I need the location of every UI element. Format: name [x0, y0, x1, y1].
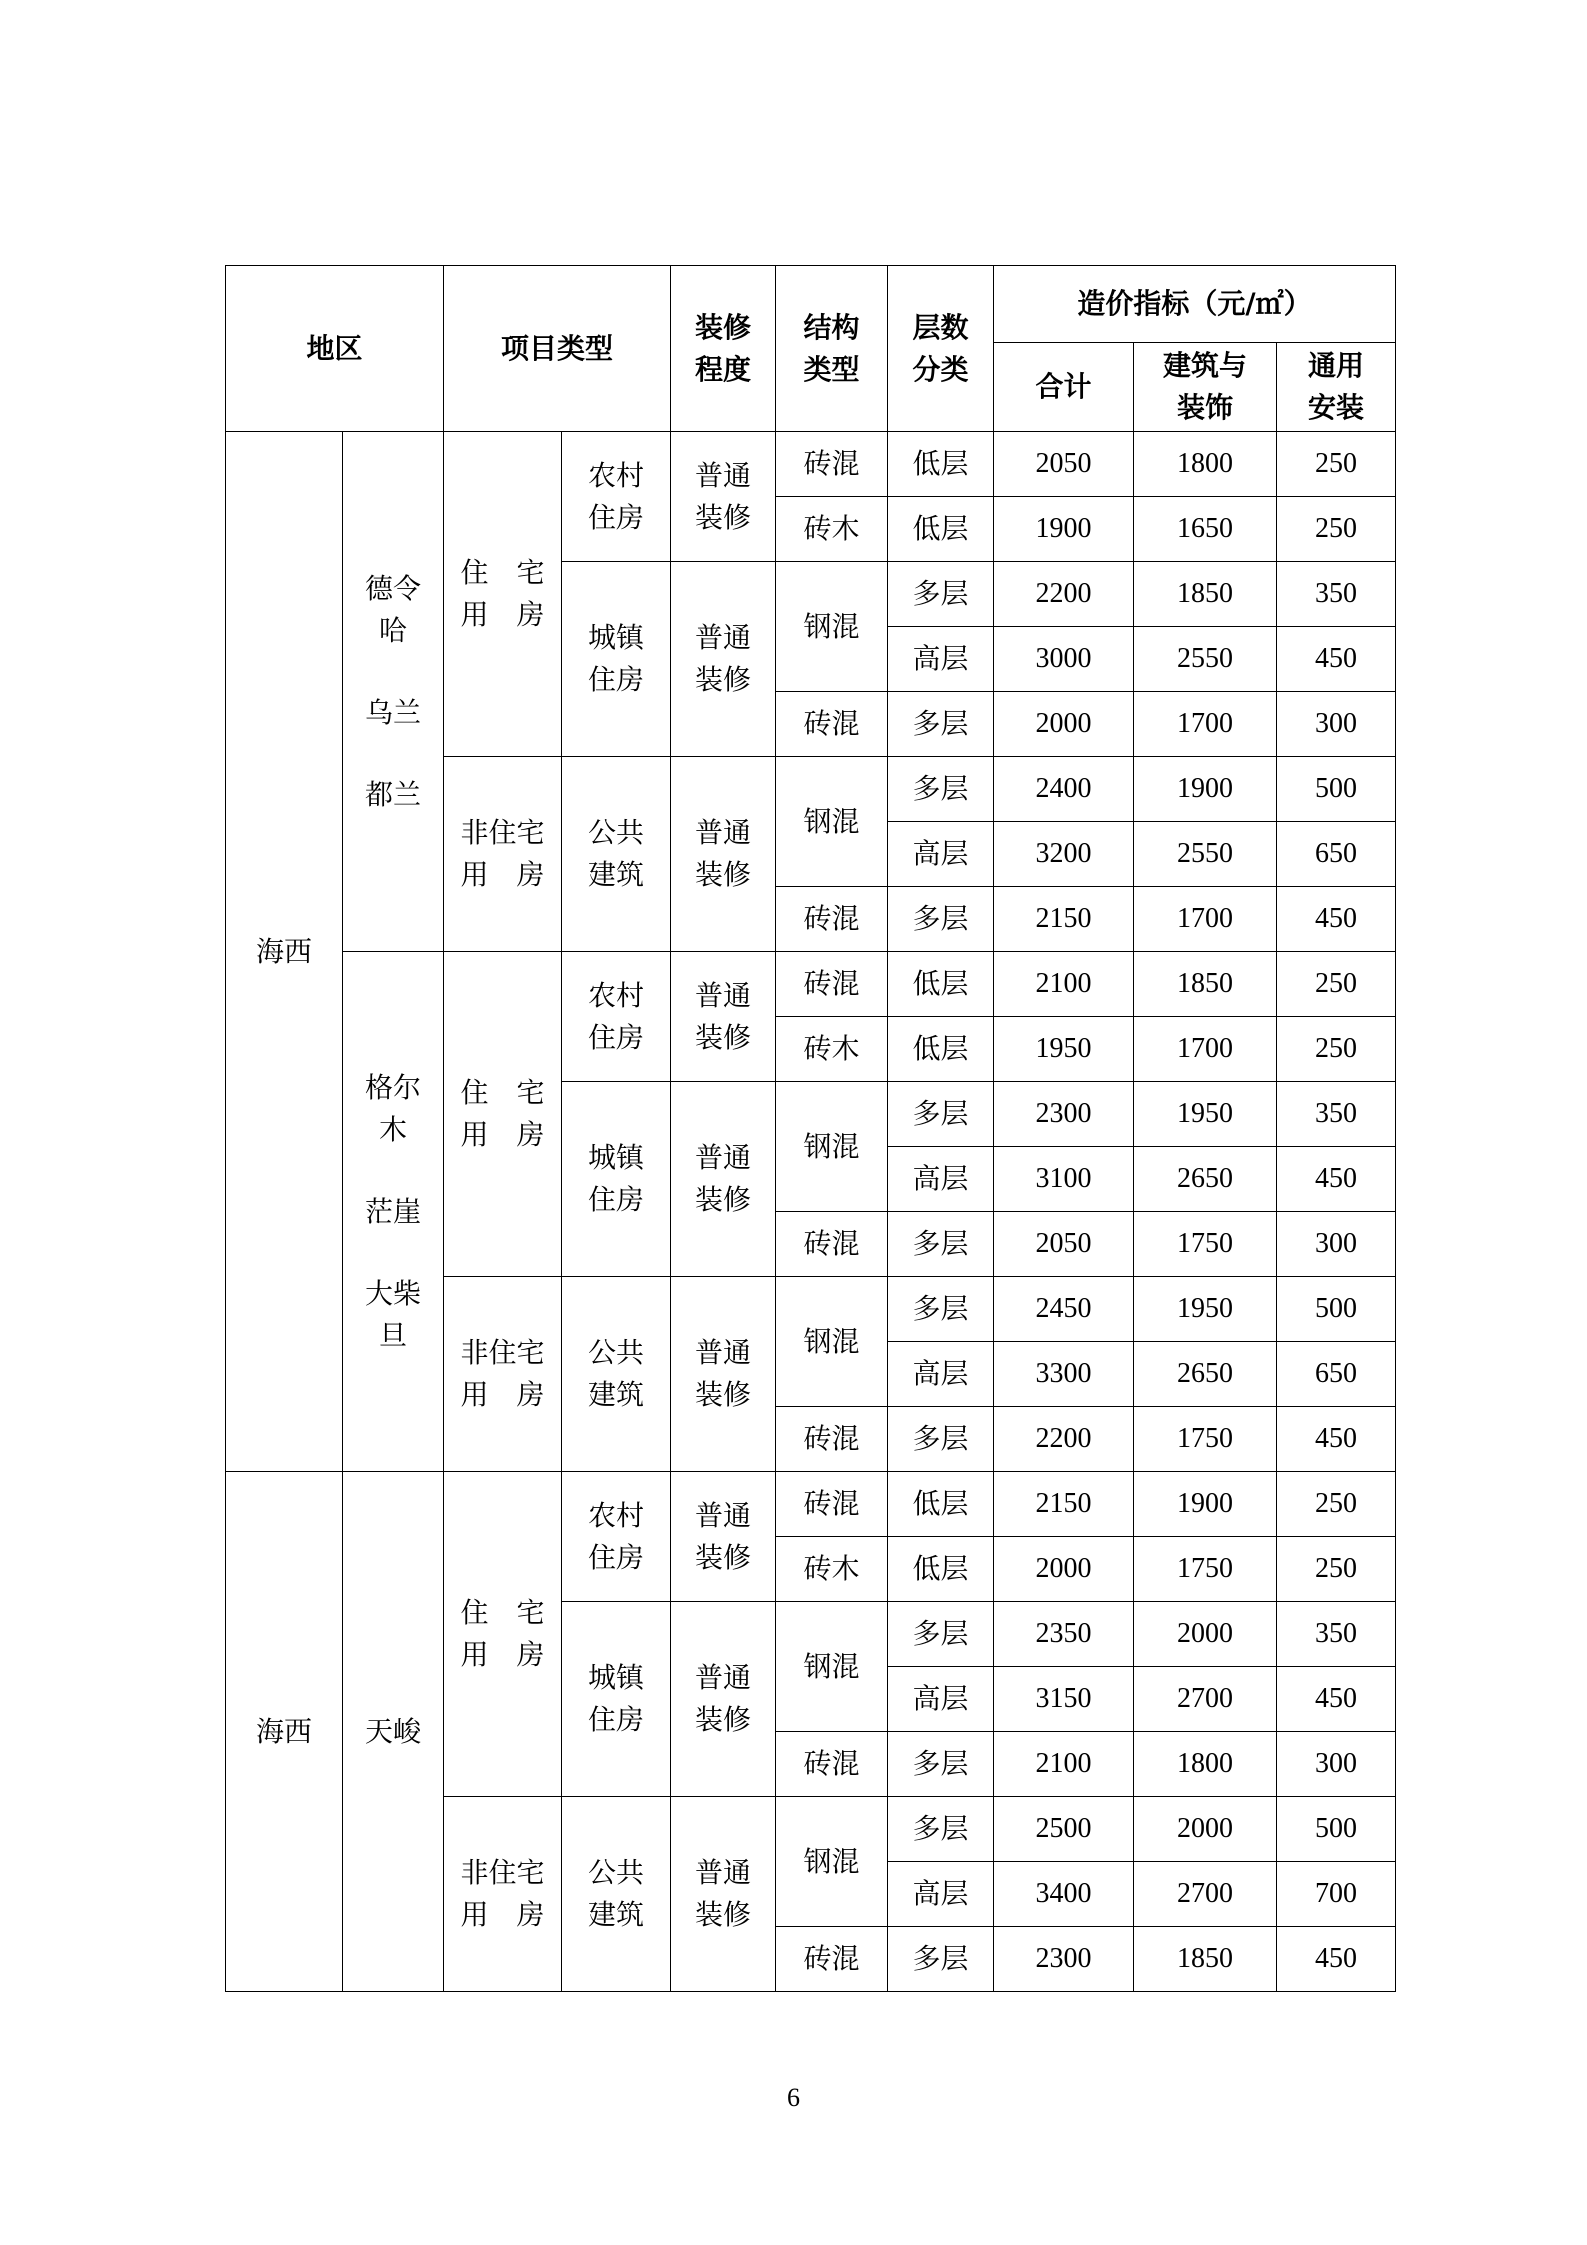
install-cell: 300 [1277, 1732, 1396, 1797]
structure-cell: 砖木 [776, 1537, 888, 1602]
table-row [226, 432, 1396, 497]
decoration-cell [671, 562, 776, 757]
subtype-cell [562, 1082, 671, 1277]
install-cell: 250 [1277, 497, 1396, 562]
subtype-cell [562, 562, 671, 757]
table-body [226, 266, 1396, 1992]
floor-cell: 多层 [888, 1732, 994, 1797]
total-cell: 3200 [994, 822, 1134, 887]
floor-cell: 多层 [888, 757, 994, 822]
header-total: 合计 [994, 343, 1134, 432]
subtype-cell [562, 1277, 671, 1472]
decoration-cell [671, 1602, 776, 1797]
subtype-label: 公共 建筑 [588, 816, 645, 891]
decoration-label: 普通 装修 [695, 1141, 752, 1216]
decoration-cell [671, 757, 776, 952]
page-number: 6 [787, 2083, 800, 2112]
floor-cell: 高层 [888, 1667, 994, 1732]
category-cell [444, 1797, 562, 1992]
subtype-label: 城镇 住房 [588, 1141, 645, 1216]
total-cell: 3300 [994, 1342, 1134, 1407]
total-cell: 2200 [994, 562, 1134, 627]
region-cell: 海西 [226, 1472, 343, 1992]
total-cell: 2300 [994, 1927, 1134, 1992]
total-cell: 2350 [994, 1602, 1134, 1667]
floor-cell: 多层 [888, 887, 994, 952]
total-cell: 2000 [994, 692, 1134, 757]
subtype-cell [562, 1602, 671, 1797]
region-cell: 海西 [226, 432, 343, 1472]
build-cell: 1850 [1134, 562, 1277, 627]
category-cell [444, 432, 562, 757]
category-cell [444, 1277, 562, 1472]
structure-cell: 砖混 [776, 887, 888, 952]
build-cell: 2550 [1134, 627, 1277, 692]
floor-cell: 多层 [888, 1212, 994, 1277]
total-cell: 2400 [994, 757, 1134, 822]
total-cell: 3000 [994, 627, 1134, 692]
floor-cell: 低层 [888, 952, 994, 1017]
build-cell: 2650 [1134, 1342, 1277, 1407]
build-cell: 2000 [1134, 1797, 1277, 1862]
subtype-label: 农村 住房 [588, 458, 645, 534]
category-label: 住 宅 用 房 [460, 556, 545, 631]
floor-cell: 低层 [888, 1537, 994, 1602]
subtype-cell [562, 757, 671, 952]
install-cell: 500 [1277, 1797, 1396, 1862]
structure-cell: 砖混 [776, 1407, 888, 1472]
subtype-label: 公共 建筑 [588, 1856, 645, 1931]
decoration-cell [671, 432, 776, 562]
build-cell: 1650 [1134, 497, 1277, 562]
subtype-cell [562, 432, 671, 562]
floor-cell: 高层 [888, 822, 994, 887]
decoration-cell [671, 1472, 776, 1602]
subarea-cell [343, 432, 444, 952]
floor-cell: 低层 [888, 1017, 994, 1082]
install-cell: 250 [1277, 952, 1396, 1017]
total-cell: 2150 [994, 1472, 1134, 1537]
install-cell: 450 [1277, 887, 1396, 952]
decoration-cell [671, 952, 776, 1082]
structure-cell: 砖混 [776, 1472, 888, 1537]
structure-cell: 砖木 [776, 497, 888, 562]
install-cell: 700 [1277, 1862, 1396, 1927]
build-cell: 1800 [1134, 432, 1277, 497]
category-cell [444, 1472, 562, 1797]
structure-cell: 钢混 [776, 1797, 888, 1927]
total-cell: 1900 [994, 497, 1134, 562]
category-label: 非住宅 用 房 [460, 816, 545, 891]
install-cell: 450 [1277, 1407, 1396, 1472]
total-cell: 2000 [994, 1537, 1134, 1602]
subtype-label: 城镇 住房 [588, 1661, 645, 1736]
decoration-label: 普通 装修 [695, 621, 752, 696]
total-cell: 2200 [994, 1407, 1134, 1472]
subtype-label: 农村 住房 [588, 978, 645, 1054]
header-structure-type: 结构 类型 [776, 266, 888, 432]
build-cell: 1700 [1134, 692, 1277, 757]
build-cell: 1750 [1134, 1537, 1277, 1602]
build-cell: 2700 [1134, 1667, 1277, 1732]
decoration-cell [671, 1797, 776, 1992]
floor-cell: 高层 [888, 1342, 994, 1407]
structure-cell: 砖混 [776, 1732, 888, 1797]
table-row [226, 1472, 1396, 1537]
structure-cell: 钢混 [776, 1602, 888, 1732]
subarea-cell [343, 952, 444, 1472]
total-cell: 3100 [994, 1147, 1134, 1212]
structure-cell: 钢混 [776, 1082, 888, 1212]
subtype-label: 城镇 住房 [588, 621, 645, 696]
decoration-cell [671, 1277, 776, 1472]
subtype-cell [562, 1472, 671, 1602]
decoration-label: 普通 装修 [695, 1856, 752, 1931]
build-cell: 2650 [1134, 1147, 1277, 1212]
subtype-label: 公共 建筑 [588, 1336, 645, 1411]
install-cell: 650 [1277, 1342, 1396, 1407]
category-cell [444, 952, 562, 1277]
install-cell: 350 [1277, 1602, 1396, 1667]
floor-cell: 多层 [888, 1407, 994, 1472]
subarea-cell [343, 1472, 444, 1992]
subarea-names: 天峻 [365, 1714, 422, 1748]
structure-cell: 钢混 [776, 757, 888, 887]
install-cell: 650 [1277, 822, 1396, 887]
structure-cell: 钢混 [776, 1277, 888, 1407]
structure-cell: 砖混 [776, 432, 888, 497]
total-cell: 2100 [994, 952, 1134, 1017]
header-cost-index: 造价指标（元/㎡） [994, 266, 1396, 343]
decoration-label: 普通 装修 [695, 978, 752, 1054]
subtype-label: 农村 住房 [588, 1498, 645, 1574]
build-cell: 1900 [1134, 757, 1277, 822]
header-project-type: 项目类型 [444, 266, 671, 432]
subarea-names: 格尔 木 茫崖 大柴 旦 [365, 1070, 422, 1352]
subtype-cell [562, 1797, 671, 1992]
build-cell: 1700 [1134, 887, 1277, 952]
total-cell: 2150 [994, 887, 1134, 952]
header-row-1 [226, 266, 1396, 343]
install-cell: 450 [1277, 627, 1396, 692]
category-label: 非住宅 用 房 [460, 1856, 545, 1931]
structure-cell: 砖混 [776, 952, 888, 1017]
build-cell: 1950 [1134, 1082, 1277, 1147]
total-cell: 2500 [994, 1797, 1134, 1862]
structure-cell: 砖混 [776, 692, 888, 757]
build-cell: 1800 [1134, 1732, 1277, 1797]
install-cell: 450 [1277, 1667, 1396, 1732]
floor-cell: 多层 [888, 1082, 994, 1147]
total-cell: 2100 [994, 1732, 1134, 1797]
subarea-names: 德令 哈 乌兰 都兰 [365, 571, 422, 811]
total-cell: 2050 [994, 432, 1134, 497]
table-row [226, 952, 1396, 1017]
total-cell: 2450 [994, 1277, 1134, 1342]
install-cell: 500 [1277, 1277, 1396, 1342]
install-cell: 300 [1277, 1212, 1396, 1277]
structure-cell: 钢混 [776, 562, 888, 692]
install-cell: 250 [1277, 1537, 1396, 1602]
build-cell: 1750 [1134, 1212, 1277, 1277]
floor-cell: 低层 [888, 432, 994, 497]
decoration-label: 普通 装修 [695, 816, 752, 891]
header-building-decoration: 建筑与 装饰 [1134, 343, 1277, 432]
total-cell: 1950 [994, 1017, 1134, 1082]
install-cell: 450 [1277, 1147, 1396, 1212]
floor-cell: 多层 [888, 1797, 994, 1862]
build-cell: 2700 [1134, 1862, 1277, 1927]
floor-cell: 多层 [888, 692, 994, 757]
structure-cell: 砖混 [776, 1212, 888, 1277]
build-cell: 1850 [1134, 1927, 1277, 1992]
build-cell: 1700 [1134, 1017, 1277, 1082]
total-cell: 3400 [994, 1862, 1134, 1927]
floor-cell: 高层 [888, 1862, 994, 1927]
subtype-cell [562, 952, 671, 1082]
decoration-cell [671, 1082, 776, 1277]
floor-cell: 多层 [888, 1602, 994, 1667]
total-cell: 3150 [994, 1667, 1134, 1732]
install-cell: 500 [1277, 757, 1396, 822]
header-decoration-level: 装修 程度 [671, 266, 776, 432]
install-cell: 250 [1277, 1017, 1396, 1082]
header-general-install: 通用 安装 [1277, 343, 1396, 432]
decoration-label: 普通 装修 [695, 1498, 752, 1574]
decoration-label: 普通 装修 [695, 1661, 752, 1736]
cost-index-table-container [225, 265, 1395, 1992]
header-region: 地区 [226, 266, 444, 432]
install-cell: 300 [1277, 692, 1396, 757]
build-cell: 1750 [1134, 1407, 1277, 1472]
floor-cell: 低层 [888, 1472, 994, 1537]
cost-index-table [225, 265, 1396, 1992]
install-cell: 250 [1277, 1472, 1396, 1537]
build-cell: 2550 [1134, 822, 1277, 887]
category-label: 非住宅 用 房 [460, 1336, 545, 1411]
install-cell: 350 [1277, 562, 1396, 627]
build-cell: 1900 [1134, 1472, 1277, 1537]
floor-cell: 多层 [888, 1277, 994, 1342]
category-label: 住 宅 用 房 [460, 1596, 545, 1671]
install-cell: 350 [1277, 1082, 1396, 1147]
category-label: 住 宅 用 房 [460, 1076, 545, 1151]
install-cell: 450 [1277, 1927, 1396, 1992]
build-cell: 1850 [1134, 952, 1277, 1017]
floor-cell: 低层 [888, 497, 994, 562]
category-cell [444, 757, 562, 952]
structure-cell: 砖木 [776, 1017, 888, 1082]
floor-cell: 多层 [888, 1927, 994, 1992]
build-cell: 1950 [1134, 1277, 1277, 1342]
decoration-label: 普通 装修 [695, 458, 752, 534]
decoration-label: 普通 装修 [695, 1336, 752, 1411]
floor-cell: 多层 [888, 562, 994, 627]
total-cell: 2050 [994, 1212, 1134, 1277]
build-cell: 2000 [1134, 1602, 1277, 1667]
total-cell: 2300 [994, 1082, 1134, 1147]
floor-cell: 高层 [888, 627, 994, 692]
install-cell: 250 [1277, 432, 1396, 497]
header-floor-class: 层数 分类 [888, 266, 994, 432]
structure-cell: 砖混 [776, 1927, 888, 1992]
floor-cell: 高层 [888, 1147, 994, 1212]
